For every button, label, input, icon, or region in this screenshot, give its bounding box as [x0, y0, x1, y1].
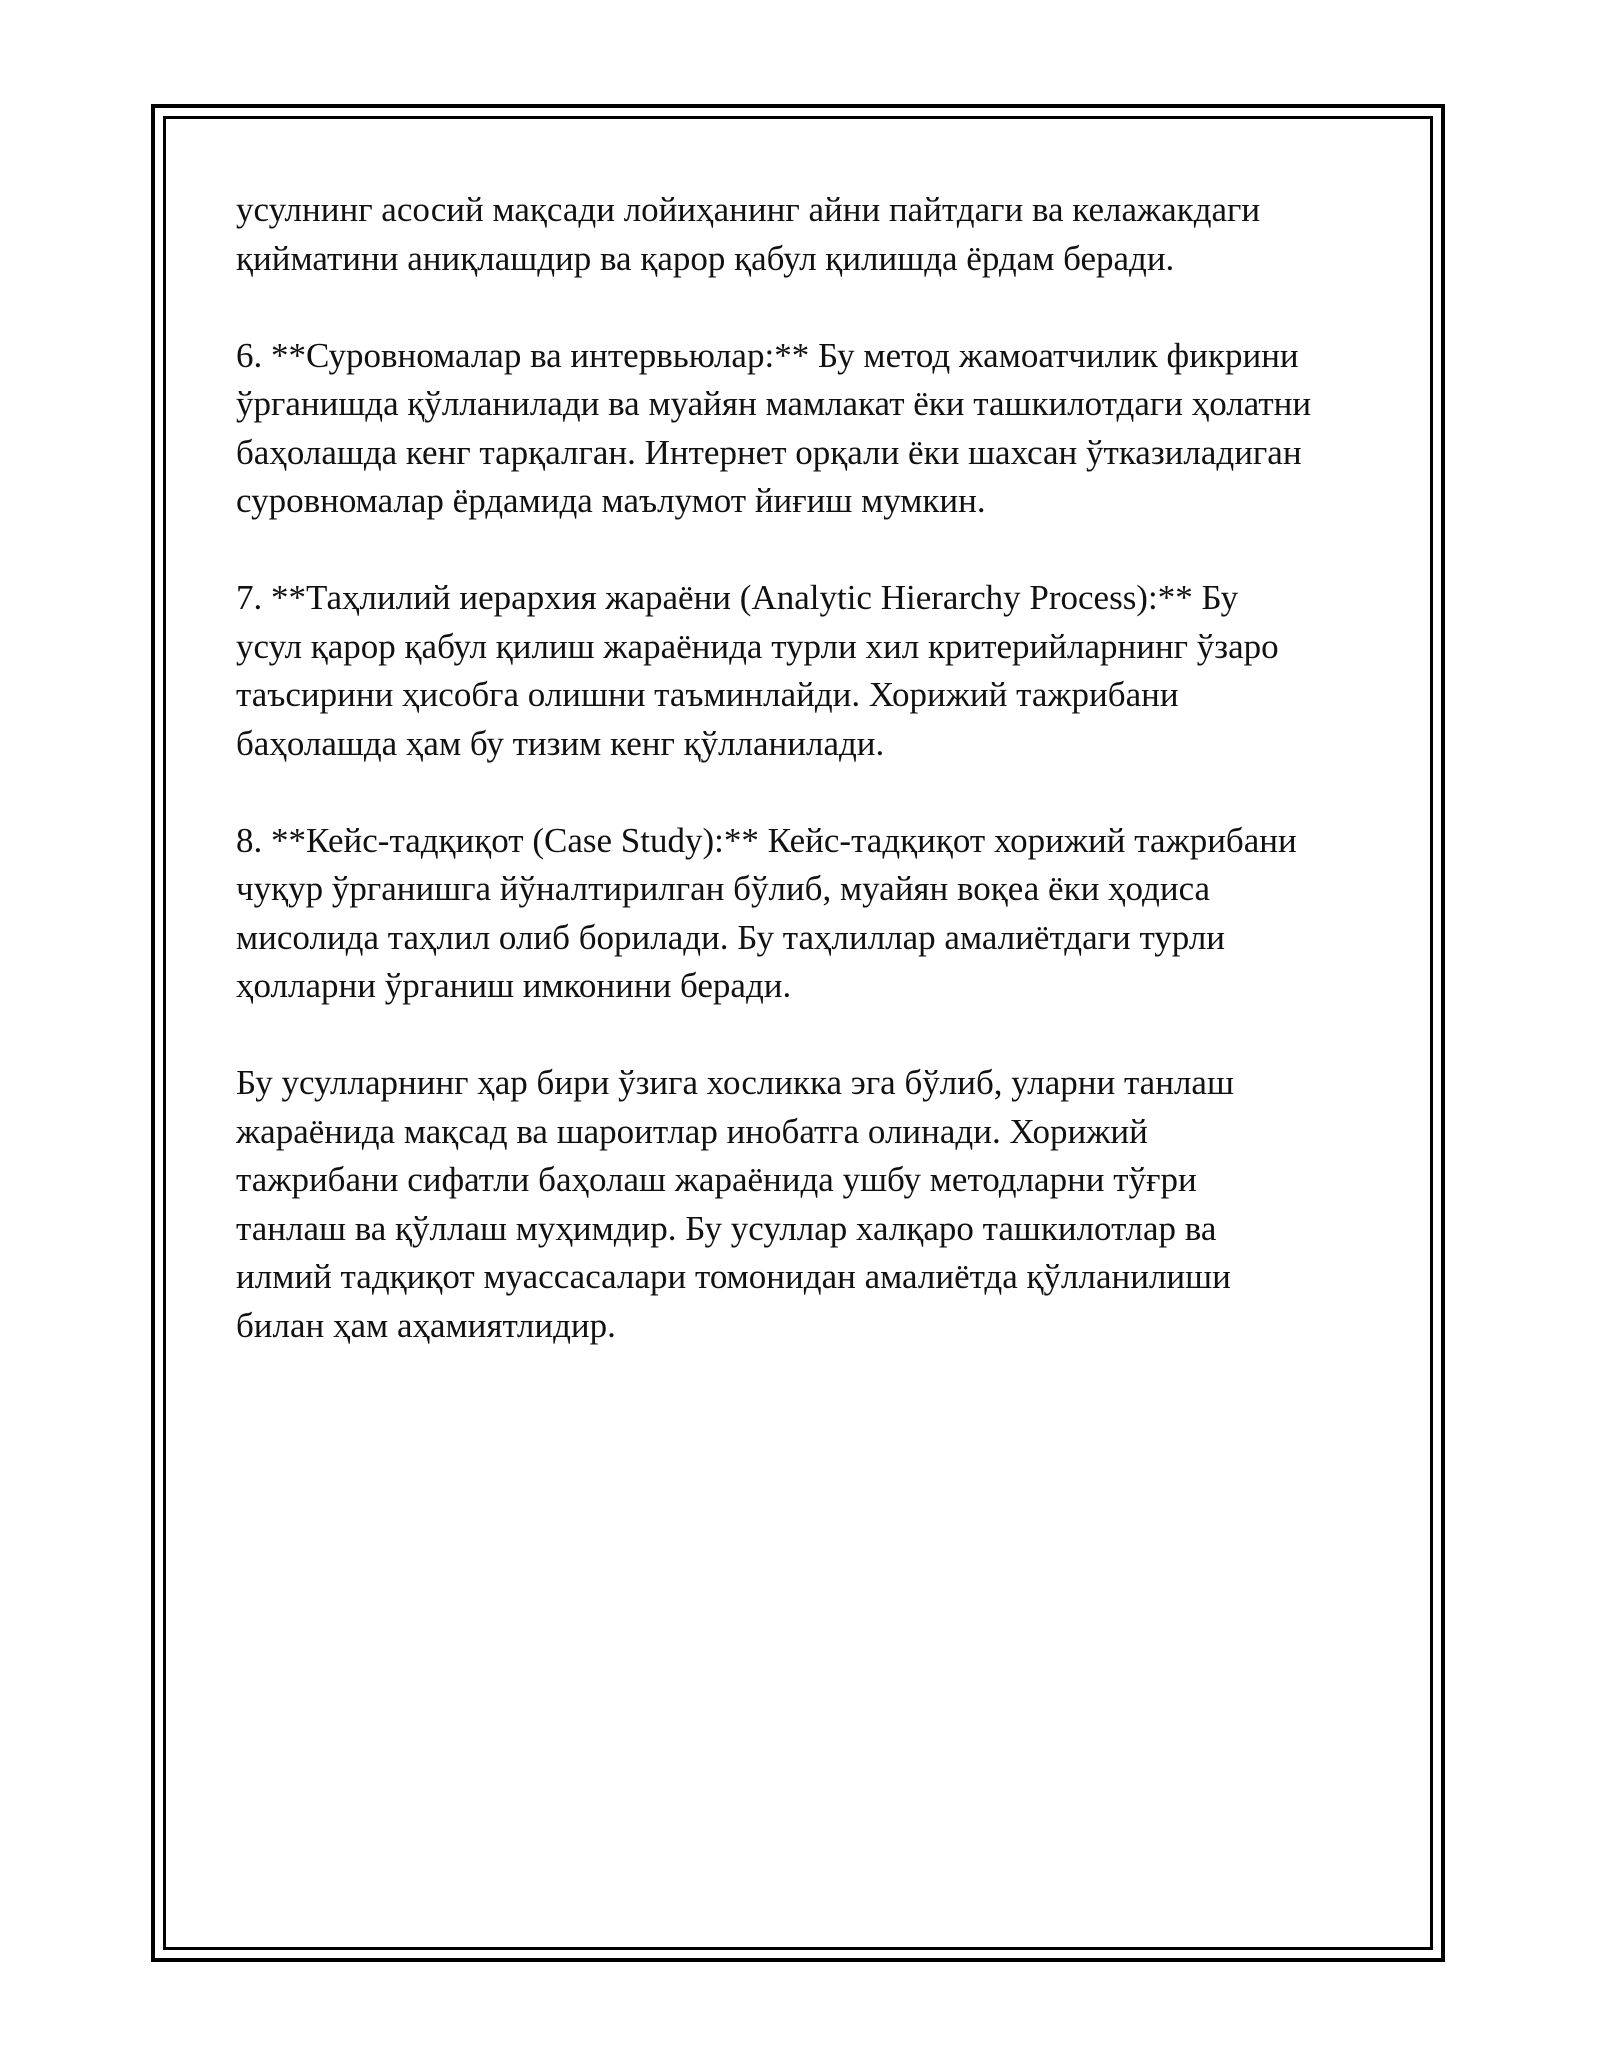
text-line: 8. **Кейс-тадқиқот (Case Study):** Кейс-тадқиқот хорижий тажрибани: [236, 820, 1297, 860]
text-line: чуқур ўрганишга йўналтирилган бўлиб, муайян воқеа ёки ҳодиса: [236, 869, 1211, 908]
text-line: Бу усулларнинг ҳар бири ўзига хосликка эга бўлиб, уларни танлаш: [236, 1063, 1234, 1102]
text-line: ўрганишда қўлланилади ва муайян мамлакат ёки ташкилотдаги ҳолатни: [236, 384, 1312, 423]
text-line: 6. **Суровномалар ва интервьюлар:** Бу метод жамоатчилик фикрини: [236, 335, 1299, 375]
text-line: суровномалар ёрдамида маълумот йиғиш мумкин.: [236, 481, 986, 520]
text-line: усулнинг асосий мақсади лойиҳанинг айни пайтдаги ва келажакдаги: [236, 190, 1261, 229]
paragraph-surveys: [236, 332, 1386, 526]
text-line: тажрибани сифатли баҳолаш жараёнида ушбу методларни тўғри: [236, 1160, 1197, 1199]
text-line: жараёнида мақсад ва шароитлар инобатга олинади. Хорижий: [236, 1111, 1148, 1151]
text-line: қийматини аниқлашдир ва қарор қабул қилишда ёрдам беради.: [236, 238, 1175, 278]
text-line: баҳолашда кенг тарқалган. Интернет орқали ёки шахсан ўтказиладиган: [236, 432, 1302, 472]
paragraph-conclusion: [236, 1059, 1386, 1350]
paragraph-case-study: [236, 817, 1386, 1011]
document-body: [236, 186, 1386, 1399]
text-line: 7. **Таҳлилий иерархия жараёни (Analytic Hierarchy Process):** Бу: [236, 578, 1239, 617]
text-line: баҳолашда ҳам бу тизим кенг қўлланилади.: [236, 723, 885, 763]
text-line: ҳолларни ўрганиш имконини беради.: [236, 966, 792, 1005]
text-line: усул қарор қабул қилиш жараёнида турли хил критерийларнинг ўзаро: [236, 626, 1279, 666]
text-line: билан ҳам аҳамиятлидир.: [236, 1305, 616, 1345]
text-line: таъсирини ҳисобга олишни таъминлайди. Хорижий тажрибани: [236, 675, 1179, 714]
paragraph-ahp: [236, 574, 1386, 768]
paragraph-npv-continuation: [236, 186, 1386, 283]
text-line: мисолида таҳлил олиб борилади. Бу таҳлиллар амалиётдаги турли: [236, 917, 1226, 957]
text-line: илмий тадқиқот муассасалари томонидан амалиётда қўлланилиши: [236, 1257, 1231, 1296]
text-line: танлаш ва қўллаш муҳимдир. Бу усуллар халқаро ташкилотлар ва: [236, 1208, 1217, 1248]
